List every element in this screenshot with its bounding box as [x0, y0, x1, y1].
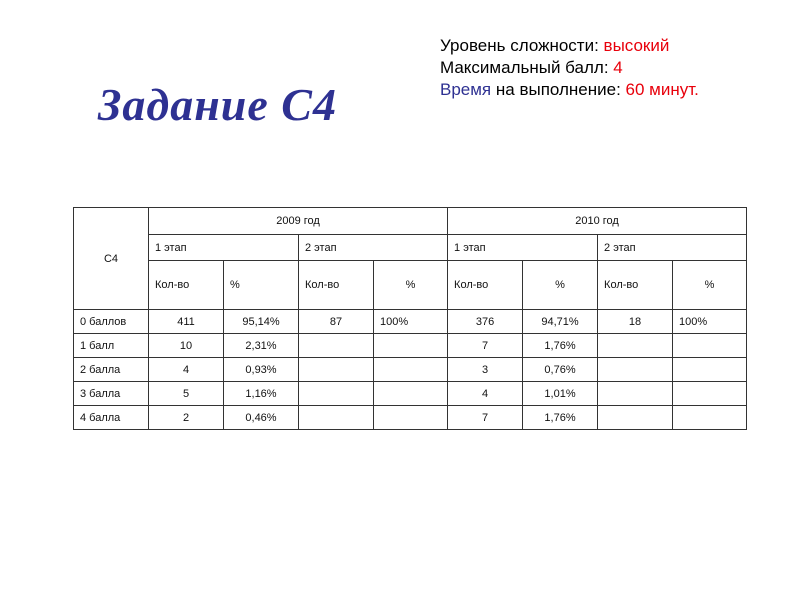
table-cell: 4 [149, 358, 224, 382]
table-cell [299, 406, 374, 430]
table-cell: 100% [673, 310, 747, 334]
table-cell: 0,76% [523, 358, 598, 382]
table-cell [374, 358, 448, 382]
time-value: 60 минут. [625, 80, 699, 99]
table-cell: 100% [374, 310, 448, 334]
stage-header: 2 этап [299, 235, 448, 261]
corner-cell: С4 [74, 208, 149, 310]
table-row [74, 382, 747, 406]
max-score-value: 4 [613, 58, 623, 77]
table-cell: 3 [448, 358, 523, 382]
count-header: Кол-во [149, 261, 224, 310]
table-cell [374, 334, 448, 358]
table-cell [673, 382, 747, 406]
task-info [440, 35, 699, 101]
table-cell: 1,16% [224, 382, 299, 406]
max-score-label: Максимальный балл: [440, 58, 614, 77]
table-cell: 5 [149, 382, 224, 406]
table-cell [598, 334, 673, 358]
row-label: 3 балла [74, 382, 149, 406]
table-cell: 2 [149, 406, 224, 430]
table-cell [673, 358, 747, 382]
table-cell [299, 358, 374, 382]
percent-header: % [523, 261, 598, 310]
count-header: Кол-во [448, 261, 523, 310]
table-cell [673, 406, 747, 430]
count-header: Кол-во [299, 261, 374, 310]
percent-header: % [673, 261, 747, 310]
percent-header: % [374, 261, 448, 310]
stage-header: 1 этап [149, 235, 299, 261]
time-line [440, 79, 699, 101]
table-cell: 411 [149, 310, 224, 334]
table-cell: 0,46% [224, 406, 299, 430]
difficulty-value: высокий [603, 36, 670, 55]
table-cell [374, 406, 448, 430]
subheader-row [74, 261, 747, 310]
row-label: 0 баллов [74, 310, 149, 334]
difficulty-line [440, 35, 699, 57]
table-row [74, 310, 747, 334]
table-cell: 1,76% [523, 334, 598, 358]
stage-header: 2 этап [598, 235, 747, 261]
year-header: 2009 год [149, 208, 448, 235]
year-header-row [74, 208, 747, 235]
percent-header: % [224, 261, 299, 310]
table-cell [299, 382, 374, 406]
table-cell [299, 334, 374, 358]
table-row [74, 334, 747, 358]
table-row [74, 406, 747, 430]
row-label: 2 балла [74, 358, 149, 382]
year-header: 2010 год [448, 208, 747, 235]
row-label: 1 балл [74, 334, 149, 358]
table-cell [673, 334, 747, 358]
table-cell: 2,31% [224, 334, 299, 358]
table-cell [598, 358, 673, 382]
table-cell: 1,76% [523, 406, 598, 430]
table-cell: 7 [448, 406, 523, 430]
table-cell: 87 [299, 310, 374, 334]
row-label: 4 балла [74, 406, 149, 430]
stage-header: 1 этап [448, 235, 598, 261]
table-cell: 1,01% [523, 382, 598, 406]
table-cell: 18 [598, 310, 673, 334]
stage-header-row [74, 235, 747, 261]
table-cell: 4 [448, 382, 523, 406]
table-cell: 7 [448, 334, 523, 358]
table-cell: 376 [448, 310, 523, 334]
difficulty-label: Уровень сложности: [440, 36, 604, 55]
time-label: на выполнение: [491, 80, 626, 99]
table-cell [598, 406, 673, 430]
count-header: Кол-во [598, 261, 673, 310]
slide-title: Задание С4 [98, 79, 337, 130]
table-cell: 95,14% [224, 310, 299, 334]
table-cell [598, 382, 673, 406]
table-row [74, 358, 747, 382]
results-table [73, 207, 747, 430]
table-cell [374, 382, 448, 406]
max-score-line [440, 57, 699, 79]
table-cell: 94,71% [523, 310, 598, 334]
time-label-highlight: Время [440, 80, 492, 99]
table-cell: 10 [149, 334, 224, 358]
table-cell: 0,93% [224, 358, 299, 382]
